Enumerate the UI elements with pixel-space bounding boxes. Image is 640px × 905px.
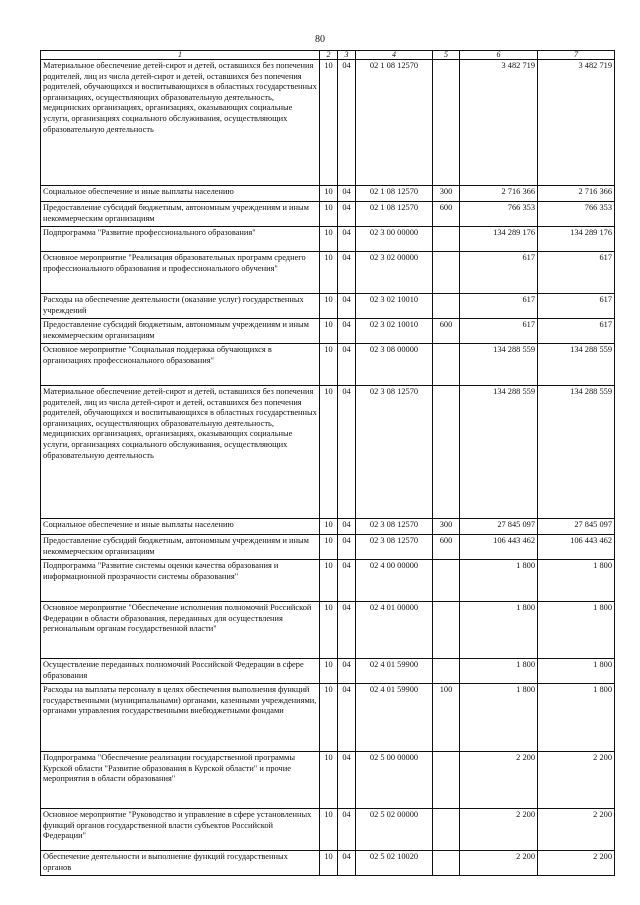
header-cell: 1 — [41, 51, 320, 60]
cell-pr: 04 — [338, 809, 356, 851]
cell-rz: 10 — [320, 60, 338, 186]
cell-csr: 02 3 02 10010 — [356, 294, 433, 319]
header-cell: 6 — [460, 51, 538, 60]
table-row — [41, 602, 615, 659]
cell-sum1: 617 — [460, 319, 538, 344]
cell-csr: 02 1 08 12570 — [356, 202, 433, 227]
cell-rz: 10 — [320, 519, 338, 535]
header-cell: 3 — [338, 51, 356, 60]
cell-vr: 300 — [433, 186, 460, 202]
cell-name: Подпрограмма "Развитие системы оценки качества образования и информационной прозрачности системы образования" — [41, 560, 320, 602]
cell-sum1: 3 482 719 — [460, 60, 538, 186]
cell-rz: 10 — [320, 560, 338, 602]
cell-rz: 10 — [320, 319, 338, 344]
cell-sum2: 617 — [538, 294, 615, 319]
cell-pr: 04 — [338, 227, 356, 252]
cell-pr: 04 — [338, 202, 356, 227]
cell-sum1: 766 353 — [460, 202, 538, 227]
cell-csr: 02 3 08 00000 — [356, 344, 433, 386]
cell-sum2: 617 — [538, 319, 615, 344]
cell-pr: 04 — [338, 60, 356, 186]
table-row — [41, 319, 615, 344]
cell-name: Расходы на обеспечение деятельности (оказание услуг) государственных учреждений — [41, 294, 320, 319]
cell-pr: 04 — [338, 319, 356, 344]
cell-vr: 600 — [433, 319, 460, 344]
cell-csr: 02 5 02 00000 — [356, 809, 433, 851]
cell-sum2: 1 800 — [538, 560, 615, 602]
table-row — [41, 851, 615, 876]
header-cell: 5 — [433, 51, 460, 60]
cell-rz: 10 — [320, 809, 338, 851]
table-row — [41, 752, 615, 809]
table-row — [41, 809, 615, 851]
cell-rz: 10 — [320, 851, 338, 876]
cell-vr — [433, 294, 460, 319]
cell-sum1: 2 200 — [460, 809, 538, 851]
cell-rz: 10 — [320, 602, 338, 659]
cell-rz: 10 — [320, 344, 338, 386]
cell-vr — [433, 227, 460, 252]
table-row — [41, 684, 615, 752]
cell-sum1: 2 200 — [460, 752, 538, 809]
cell-sum2: 106 443 462 — [538, 535, 615, 560]
budget-table — [40, 50, 615, 876]
cell-pr: 04 — [338, 851, 356, 876]
cell-sum1: 1 800 — [460, 684, 538, 752]
cell-sum2: 3 482 719 — [538, 60, 615, 186]
cell-sum2: 134 289 176 — [538, 227, 615, 252]
table-row — [41, 659, 615, 684]
cell-name: Расходы на выплаты персоналу в целях обеспечения выполнения функций государственными (муниципальными) органами, казенными учреждениями, органами управления государственными внебюджетными фондами — [41, 684, 320, 752]
cell-rz: 10 — [320, 752, 338, 809]
cell-vr — [433, 344, 460, 386]
cell-sum2: 766 353 — [538, 202, 615, 227]
cell-vr — [433, 659, 460, 684]
cell-name: Основное мероприятие "Обеспечение исполнения полномочий Российской Федерации в области образования, переданных для осуществления региональным органам государственной власти" — [41, 602, 320, 659]
cell-vr — [433, 809, 460, 851]
cell-sum2: 134 288 559 — [538, 386, 615, 519]
cell-vr — [433, 560, 460, 602]
page-number: 80 — [315, 34, 325, 45]
cell-csr: 02 5 02 10020 — [356, 851, 433, 876]
cell-name: Материальное обеспечение детей-сирот и детей, оставшихся без попечения родителей, лиц из числа детей-сирот и детей, оставшихся без попечения родителей, обучающихся и воспитывающихся в областных государственных организациях, осуществляющих образовательную деятельность, медицинских организациях, организациях, оказывающих социальные услуги, организациях социального обслуживания, осуществляющих образовательную деятельность — [41, 60, 320, 186]
cell-sum1: 1 800 — [460, 659, 538, 684]
cell-vr: 100 — [433, 684, 460, 752]
cell-sum1: 27 845 097 — [460, 519, 538, 535]
cell-name: Предоставление субсидий бюджетным, автономным учреждениям и иным некоммерческим организациям — [41, 202, 320, 227]
cell-name: Предоставление субсидий бюджетным, автономным учреждениям и иным некоммерческим организациям — [41, 319, 320, 344]
cell-pr: 04 — [338, 684, 356, 752]
cell-name: Основное мероприятие "Руководство и управление в сфере установленных функций органов государственной власти субъектов Российской Федерации" — [41, 809, 320, 851]
cell-csr: 02 4 01 59900 — [356, 659, 433, 684]
cell-pr: 04 — [338, 659, 356, 684]
cell-sum1: 106 443 462 — [460, 535, 538, 560]
cell-rz: 10 — [320, 252, 338, 294]
header-cell: 7 — [538, 51, 615, 60]
cell-sum1: 2 716 366 — [460, 186, 538, 202]
cell-rz: 10 — [320, 186, 338, 202]
cell-name: Осуществление переданных полномочий Российской Федерации в сфере образования — [41, 659, 320, 684]
cell-sum2: 134 288 559 — [538, 344, 615, 386]
cell-sum2: 617 — [538, 252, 615, 294]
cell-csr: 02 4 01 00000 — [356, 602, 433, 659]
cell-sum1: 1 800 — [460, 560, 538, 602]
header-cell: 4 — [356, 51, 433, 60]
table-row — [41, 386, 615, 519]
header-cell: 2 — [320, 51, 338, 60]
cell-pr: 04 — [338, 535, 356, 560]
cell-name: Обеспечение деятельности и выполнение функций государственных органов — [41, 851, 320, 876]
cell-name: Основное мероприятие "Социальная поддержка обучающихся в организациях профессионального образования" — [41, 344, 320, 386]
cell-csr: 02 1 08 12570 — [356, 186, 433, 202]
cell-pr: 04 — [338, 752, 356, 809]
cell-csr: 02 3 02 00000 — [356, 252, 433, 294]
cell-sum1: 134 289 176 — [460, 227, 538, 252]
cell-pr: 04 — [338, 344, 356, 386]
cell-rz: 10 — [320, 684, 338, 752]
cell-name: Основное мероприятие "Реализация образовательных программ среднего профессионального образования и профессионального обучения" — [41, 252, 320, 294]
cell-vr: 300 — [433, 519, 460, 535]
cell-csr: 02 3 08 12570 — [356, 386, 433, 519]
cell-pr: 04 — [338, 519, 356, 535]
cell-name: Предоставление субсидий бюджетным, автономным учреждениям и иным некоммерческим организациям — [41, 535, 320, 560]
cell-sum1: 617 — [460, 294, 538, 319]
cell-sum2: 1 800 — [538, 659, 615, 684]
cell-sum2: 2 200 — [538, 752, 615, 809]
cell-pr: 04 — [338, 560, 356, 602]
cell-rz: 10 — [320, 294, 338, 319]
cell-rz: 10 — [320, 386, 338, 519]
table-row — [41, 202, 615, 227]
cell-rz: 10 — [320, 227, 338, 252]
cell-pr: 04 — [338, 252, 356, 294]
cell-csr: 02 3 08 12570 — [356, 519, 433, 535]
cell-sum1: 1 800 — [460, 602, 538, 659]
cell-csr: 02 4 00 00000 — [356, 560, 433, 602]
table-row — [41, 227, 615, 252]
cell-name: Социальное обеспечение и иные выплаты населению — [41, 519, 320, 535]
cell-sum1: 134 288 559 — [460, 344, 538, 386]
cell-vr — [433, 752, 460, 809]
cell-sum2: 2 200 — [538, 809, 615, 851]
table-row — [41, 186, 615, 202]
table-row — [41, 60, 615, 186]
cell-rz: 10 — [320, 659, 338, 684]
cell-sum1: 617 — [460, 252, 538, 294]
cell-rz: 10 — [320, 535, 338, 560]
table-row — [41, 560, 615, 602]
cell-csr: 02 4 01 59900 — [356, 684, 433, 752]
cell-vr — [433, 851, 460, 876]
table-row — [41, 535, 615, 560]
cell-sum2: 2 200 — [538, 851, 615, 876]
cell-vr — [433, 252, 460, 294]
cell-sum2: 1 800 — [538, 684, 615, 752]
cell-name: Подпрограмма "Обеспечение реализации государственной программы Курской области "Развитие образования в Курской области" и прочие мероприятия в области образования" — [41, 752, 320, 809]
cell-sum2: 1 800 — [538, 602, 615, 659]
table-row — [41, 294, 615, 319]
cell-sum1: 134 288 559 — [460, 386, 538, 519]
cell-pr: 04 — [338, 186, 356, 202]
cell-sum2: 2 716 366 — [538, 186, 615, 202]
cell-pr: 04 — [338, 294, 356, 319]
cell-csr: 02 1 08 12570 — [356, 60, 433, 186]
cell-pr: 04 — [338, 602, 356, 659]
cell-rz: 10 — [320, 202, 338, 227]
cell-vr — [433, 386, 460, 519]
cell-sum2: 27 845 097 — [538, 519, 615, 535]
cell-csr: 02 3 08 12570 — [356, 535, 433, 560]
cell-name: Социальное обеспечение и иные выплаты населению — [41, 186, 320, 202]
table-row — [41, 344, 615, 386]
cell-pr: 04 — [338, 386, 356, 519]
cell-csr: 02 5 00 00000 — [356, 752, 433, 809]
header-row — [41, 51, 615, 60]
cell-csr: 02 3 02 10010 — [356, 319, 433, 344]
cell-vr: 600 — [433, 535, 460, 560]
cell-csr: 02 3 00 00000 — [356, 227, 433, 252]
table-row — [41, 519, 615, 535]
cell-sum1: 2 200 — [460, 851, 538, 876]
cell-name: Подпрограмма "Развитие профессионального образования" — [41, 227, 320, 252]
cell-vr: 600 — [433, 202, 460, 227]
cell-name: Материальное обеспечение детей-сирот и детей, оставшихся без попечения родителей, лиц из числа детей-сирот и детей, оставшихся без попечения родителей, обучающихся и воспитывающихся в областных государственных организациях, осуществляющих образовательную деятельность, медицинских организациях, организациях, оказывающих социальные услуги, организациях социального обслуживания, осуществляющих образовательную деятельность — [41, 386, 320, 519]
cell-vr — [433, 602, 460, 659]
table-row — [41, 252, 615, 294]
cell-vr — [433, 60, 460, 186]
